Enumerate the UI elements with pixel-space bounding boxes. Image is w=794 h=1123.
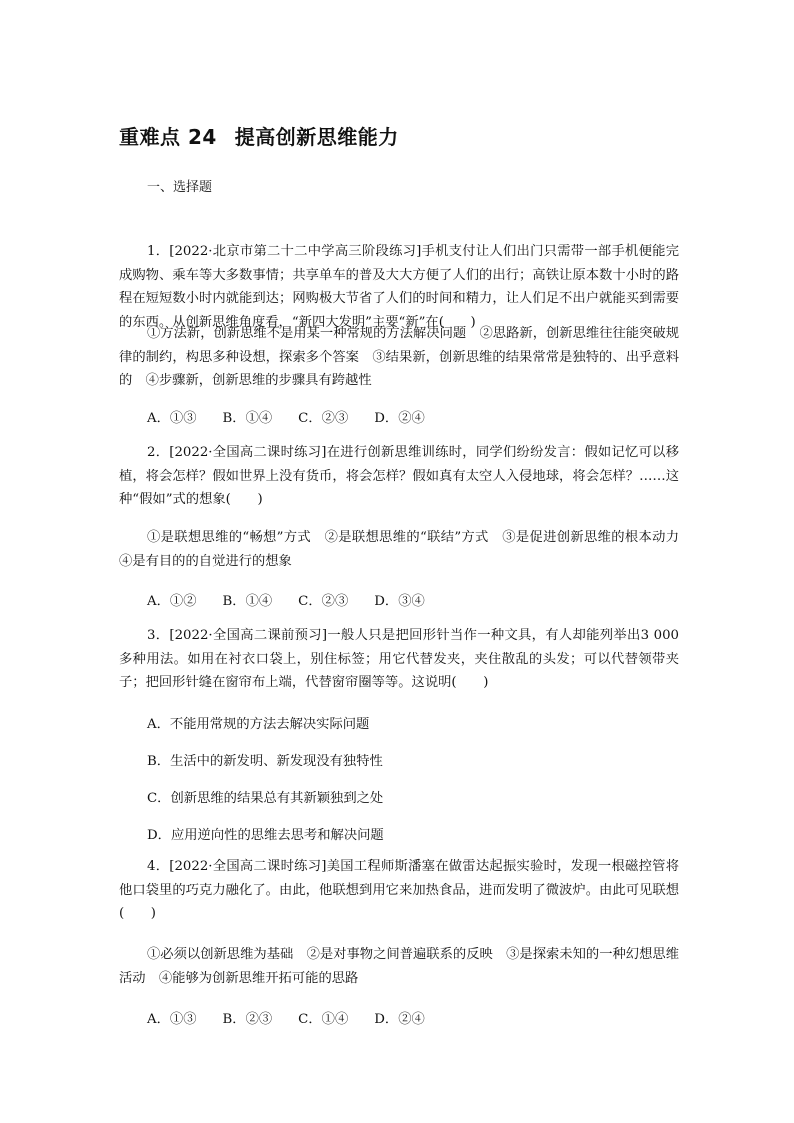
option-a: A．①② bbox=[147, 594, 197, 609]
question-2-options bbox=[147, 590, 451, 609]
question-2-stem: 2．[2022·全国高二课时练习]在进行创新思维训练时，同学们纷纷发言：假如记忆可以移植，将会怎样？假如世界上没有货币，将会怎样？假如真有太空人入侵地球，将会怎样？……这种“假如”式的想象( ) bbox=[119, 445, 679, 507]
question-4-options bbox=[147, 1008, 451, 1027]
section-heading: 一、选择题 bbox=[147, 180, 213, 195]
question-1-statements: ①方法新，创新思维不是用某一种常规的方法解决问题 ②思路新，创新思维往往能突破规律的制约，构思多种设想，探索多个答案 ③结果新，创新思维的结果常常是独特的、出乎意料的 ④步骤新，创新思维的步骤具有跨越性 bbox=[119, 326, 679, 388]
option-c: C．②③ bbox=[298, 594, 349, 609]
option-d: D．②④ bbox=[374, 1012, 425, 1027]
option-c: C．①④ bbox=[298, 1012, 349, 1027]
option-b: B．①④ bbox=[222, 594, 273, 609]
title-sub: 提高创新思维能力 bbox=[234, 125, 399, 149]
option-c: C．②③ bbox=[298, 411, 349, 426]
question-1-options bbox=[147, 407, 451, 426]
option-b: B．②③ bbox=[222, 1012, 273, 1027]
option-d: D．②④ bbox=[374, 411, 425, 426]
option-a: A．①③ bbox=[147, 411, 197, 426]
question-4-statements: ①必须以创新思维为基础 ②是对事物之间普遍联系的反映 ③是探索未知的一种幻想思维活动 ④能够为创新思维开拓可能的思路 bbox=[119, 947, 679, 986]
question-1-stem: 1．[2022·北京市第二十二中学高三阶段练习]手机支付让人们出门只需带一部手机便能完成购物、乘车等大多数事情；共享单车的普及大大方便了人们的出行；高铁让原本数十小时的路程在短短数小时内就能到达；网购极大节省了人们的时间和精力，让人们足不出户就能买到需要的东西。从创新思维角度看，“新四大发明”主要“新”在( ) bbox=[119, 244, 679, 330]
question-3-choice-c: C．创新思维的结果总有其新颖独到之处 bbox=[147, 791, 384, 806]
page-title bbox=[119, 121, 399, 150]
option-d: D．③④ bbox=[374, 594, 425, 609]
title-main: 重难点 24 bbox=[119, 125, 217, 149]
question-3-stem: 3．[2022·全国高二课前预习]一般人只是把回形针当作一种文具，有人却能列举出3 000多种用法。如用在衬衣口袋上，别住标签；用它代替发夹，夹住散乱的头发；可以代替领带夹子；把回形针缝在窗帘布上端，代替窗帘圈等等。这说明( ) bbox=[119, 628, 679, 690]
question-3-choice-b: B．生活中的新发明、新发现没有独特性 bbox=[147, 754, 383, 769]
option-a: A．①③ bbox=[147, 1012, 197, 1027]
question-4-stem: 4．[2022·全国高二课时练习]美国工程师斯潘塞在做雷达起振实验时，发现一根磁控管将他口袋里的巧克力融化了。由此，他联想到用它来加热食品，进而发明了微波炉。由此可见联想( ) bbox=[119, 859, 679, 921]
option-b: B．①④ bbox=[222, 411, 273, 426]
question-2-statements: ①是联想思维的“畅想”方式 ②是联想思维的“联结”方式 ③是促进创新思维的根本动力 ④是有目的的自觉进行的想象 bbox=[119, 530, 693, 569]
question-3-choice-a: A．不能用常规的方法去解决实际问题 bbox=[147, 717, 370, 732]
question-3-choice-d: D．应用逆向性的思维去思考和解决问题 bbox=[147, 828, 384, 843]
